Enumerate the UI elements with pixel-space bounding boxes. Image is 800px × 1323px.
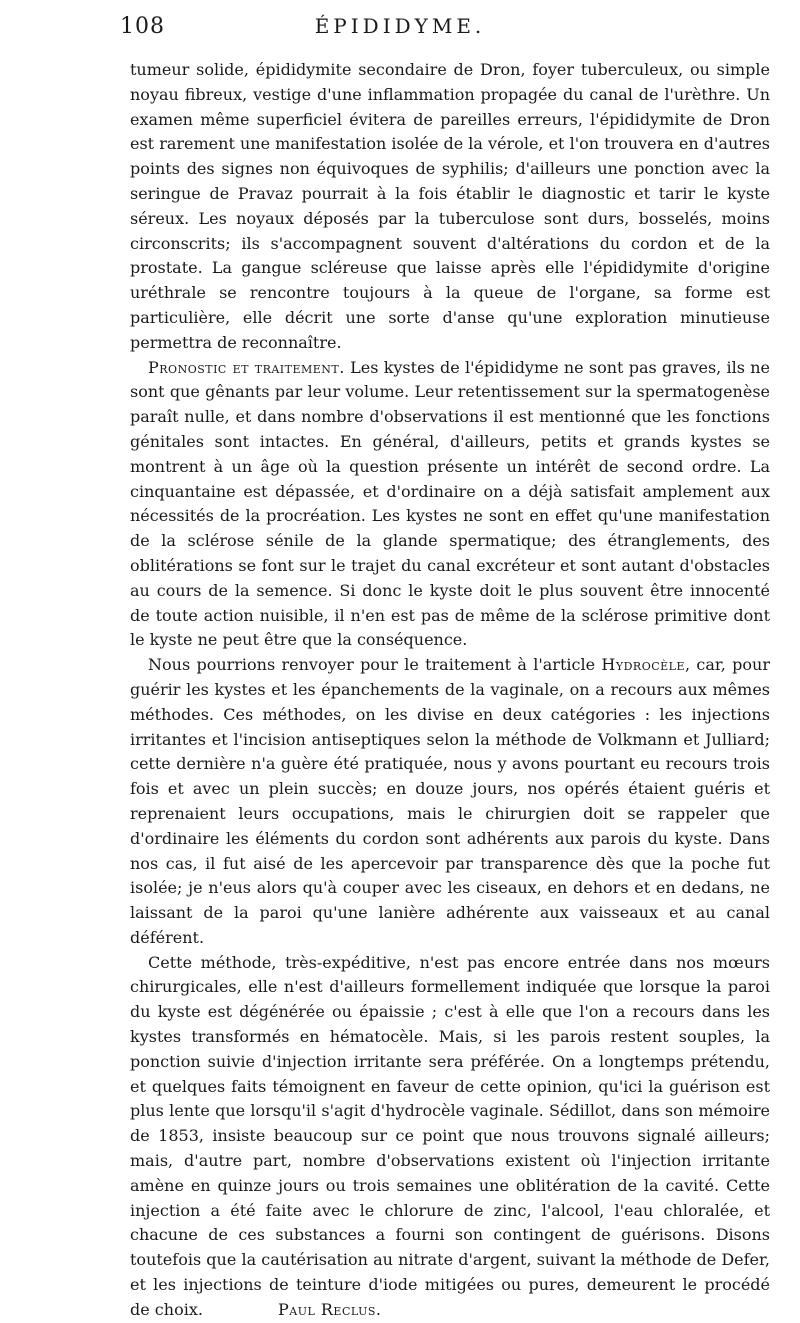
paragraph-1: [130, 58, 770, 356]
paragraph-4: [130, 951, 770, 1323]
paragraph-3-text-after: , car, pour guérir les kystes et les épanchements de la vaginale, on a recours aux mêmes méthodes. Ces méthodes, on les divise en deux catégories : les injections irritantes et l'incision antiseptiques selon la méthode de Volkmann et Julliard; cette dernière n'a guère été pratiquée, nous y avons pourtant eu recours trois fois et avec un plein succès; en douze jours, nos opérés étaient guéris et reprenaient leurs occupations, mais le chirurgien doit se rappeler que d'ordinaire les éléments du cordon sont adhérents aux parois du kyste. Dans nos cas, il fut aisé de les apercevoir par transparence dès que la poche fut isolée; je n'eus alors qu'à couper avec les ciseaux, en dehors et en dedans, ne laissant de la paroi qu'une lanière adhérente aux vaisseaux et au canal déférent.: [130, 655, 771, 947]
running-title: ÉPIDIDYME.: [314, 14, 486, 38]
paragraph-3: [130, 653, 770, 951]
paragraph-3-text-before: Nous pourrions renvoyer pour le traitement à l'article: [148, 655, 602, 675]
paragraph-4-text: Cette méthode, très-expéditive, n'est pas encore entrée dans nos mœurs chirurgicales, elle n'est d'ailleurs formellement indiquée que lorsque la paroi du kyste est dégénérée ou épaissie ; c'est à elle que l'on a recours dans les kystes transformés en hématocèle. Mais, si les parois restent souples, la ponction suivie d'injection irritante sera préférée. On a longtemps prétendu, et quelques faits témoignent en faveur de cette opinion, qu'ici la guérison est plus lente que lorsqu'il s'agit d'hydrocèle vaginale. Sédillot, dans son mémoire de 1853, insiste beaucoup sur ce point que nous trouvons signalé ailleurs; mais, d'autre part, nombre d'observations existent où l'injection irritante amène en quinze jours ou trois semaines une oblitération de la cavité. Cette injection a été faite avec le chlorure de zinc, l'alcool, l'eau chloralée, et chacune de ces substances a fourni son contingent de guérisons. Disons toutefois que la cautérisation au nitrate d'argent, suivant la méthode de Defer, et les injections de teinture d'iode mitigées ou pures, demeurent le procédé de choix.: [130, 952, 770, 1319]
page-number: 108: [120, 14, 165, 39]
section-heading: Pronostic et traitement.: [148, 357, 345, 377]
author-signature: Paul Reclus.: [278, 1299, 382, 1319]
page-body: [130, 58, 770, 1323]
paragraph-1-text: tumeur solide, épididymite secondaire de Dron, foyer tuberculeux, ou simple noyau fibreux, vestige d'une inflammation propagée du canal de l'urèthre. Un examen même superficiel évitera de pareilles erreurs, l'épididymite de Dron est rarement une manifestation isolée de la vérole, et l'on trouvera en d'autres points des signes non équivoques de syphilis; d'ailleurs une ponction avec la seringue de Pravaz pourrait à la fois établir le diagnostic et tarir le kyste séreux. Les noyaux déposés par la tuberculose sont durs, bosselés, moins circonscrits; ils s'accompagnent souvent d'altérations du cordon et de la prostate. La gangue scléreuse que laisse après elle l'épididymite d'origine uréthrale se rencontre toujours à la queue de l'organe, sa forme est particulière, elle décrit une sorte d'anse qu'une exploration minutieuse permettra de reconnaître.: [130, 60, 771, 352]
page-header: [0, 14, 800, 44]
cross-reference: Hydrocèle: [601, 655, 685, 675]
paragraph-2-text: Les kystes de l'épididyme ne sont pas graves, ils ne sont que gênants par leur volume. Leur retentissement sur la spermatogenèse paraît nulle, et dans nombre d'observations il est mentionné que les fonctions génitales sont intactes. En général, d'ailleurs, petits et grands kystes se montrent à un âge où la question présente un intérêt de second ordre. La cinquantaine est dépassée, et d'ordinaire on a déjà satisfait amplement aux nécessités de la procréation. Les kystes ne sont en effet qu'une manifestation de la sclérose sénile de la glande spermatique; des étranglements, des oblitérations se font sur le trajet du canal excréteur et sont autant d'obstacles au cours de la semence. Si donc le kyste doit le plus souvent être innocenté de toute action nuisible, il n'en est pas de même de la sclérose primitive dont le kyste ne peut être que la conséquence.: [130, 357, 770, 650]
paragraph-2: [130, 356, 770, 654]
